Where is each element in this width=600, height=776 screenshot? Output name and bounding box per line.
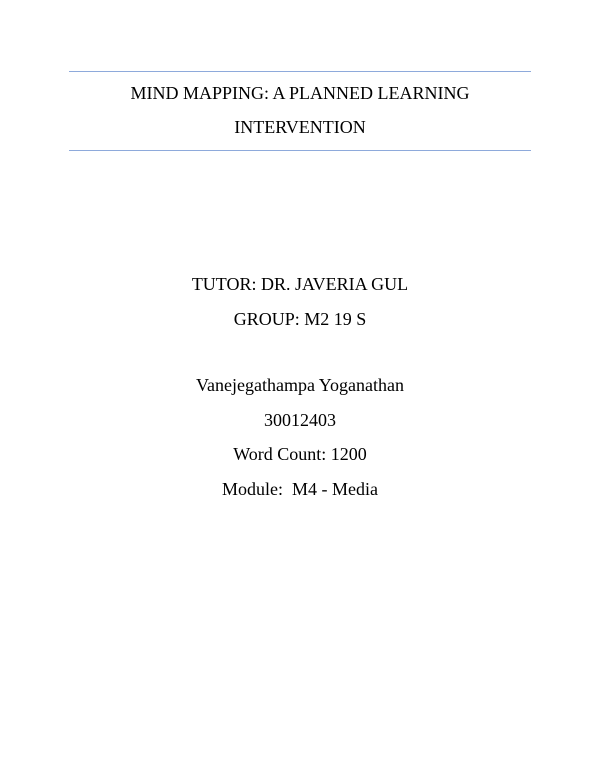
title-top-rule [69,71,531,72]
title-line-2: INTERVENTION [234,117,366,137]
tutor-line: TUTOR: DR. JAVERIA GUL [191,274,409,294]
author-name: Vanejegathampa Yoganathan [196,375,404,395]
module-line: Module: M4 - Media [222,479,378,499]
document-title [69,76,531,144]
word-count: Word Count: 1200 [233,444,367,464]
title-line-1: MIND MAPPING: A PLANNED LEARNING [130,83,470,103]
title-bottom-rule [69,150,531,151]
student-id: 30012403 [264,410,336,430]
group-line: GROUP: M2 19 S [233,309,367,329]
